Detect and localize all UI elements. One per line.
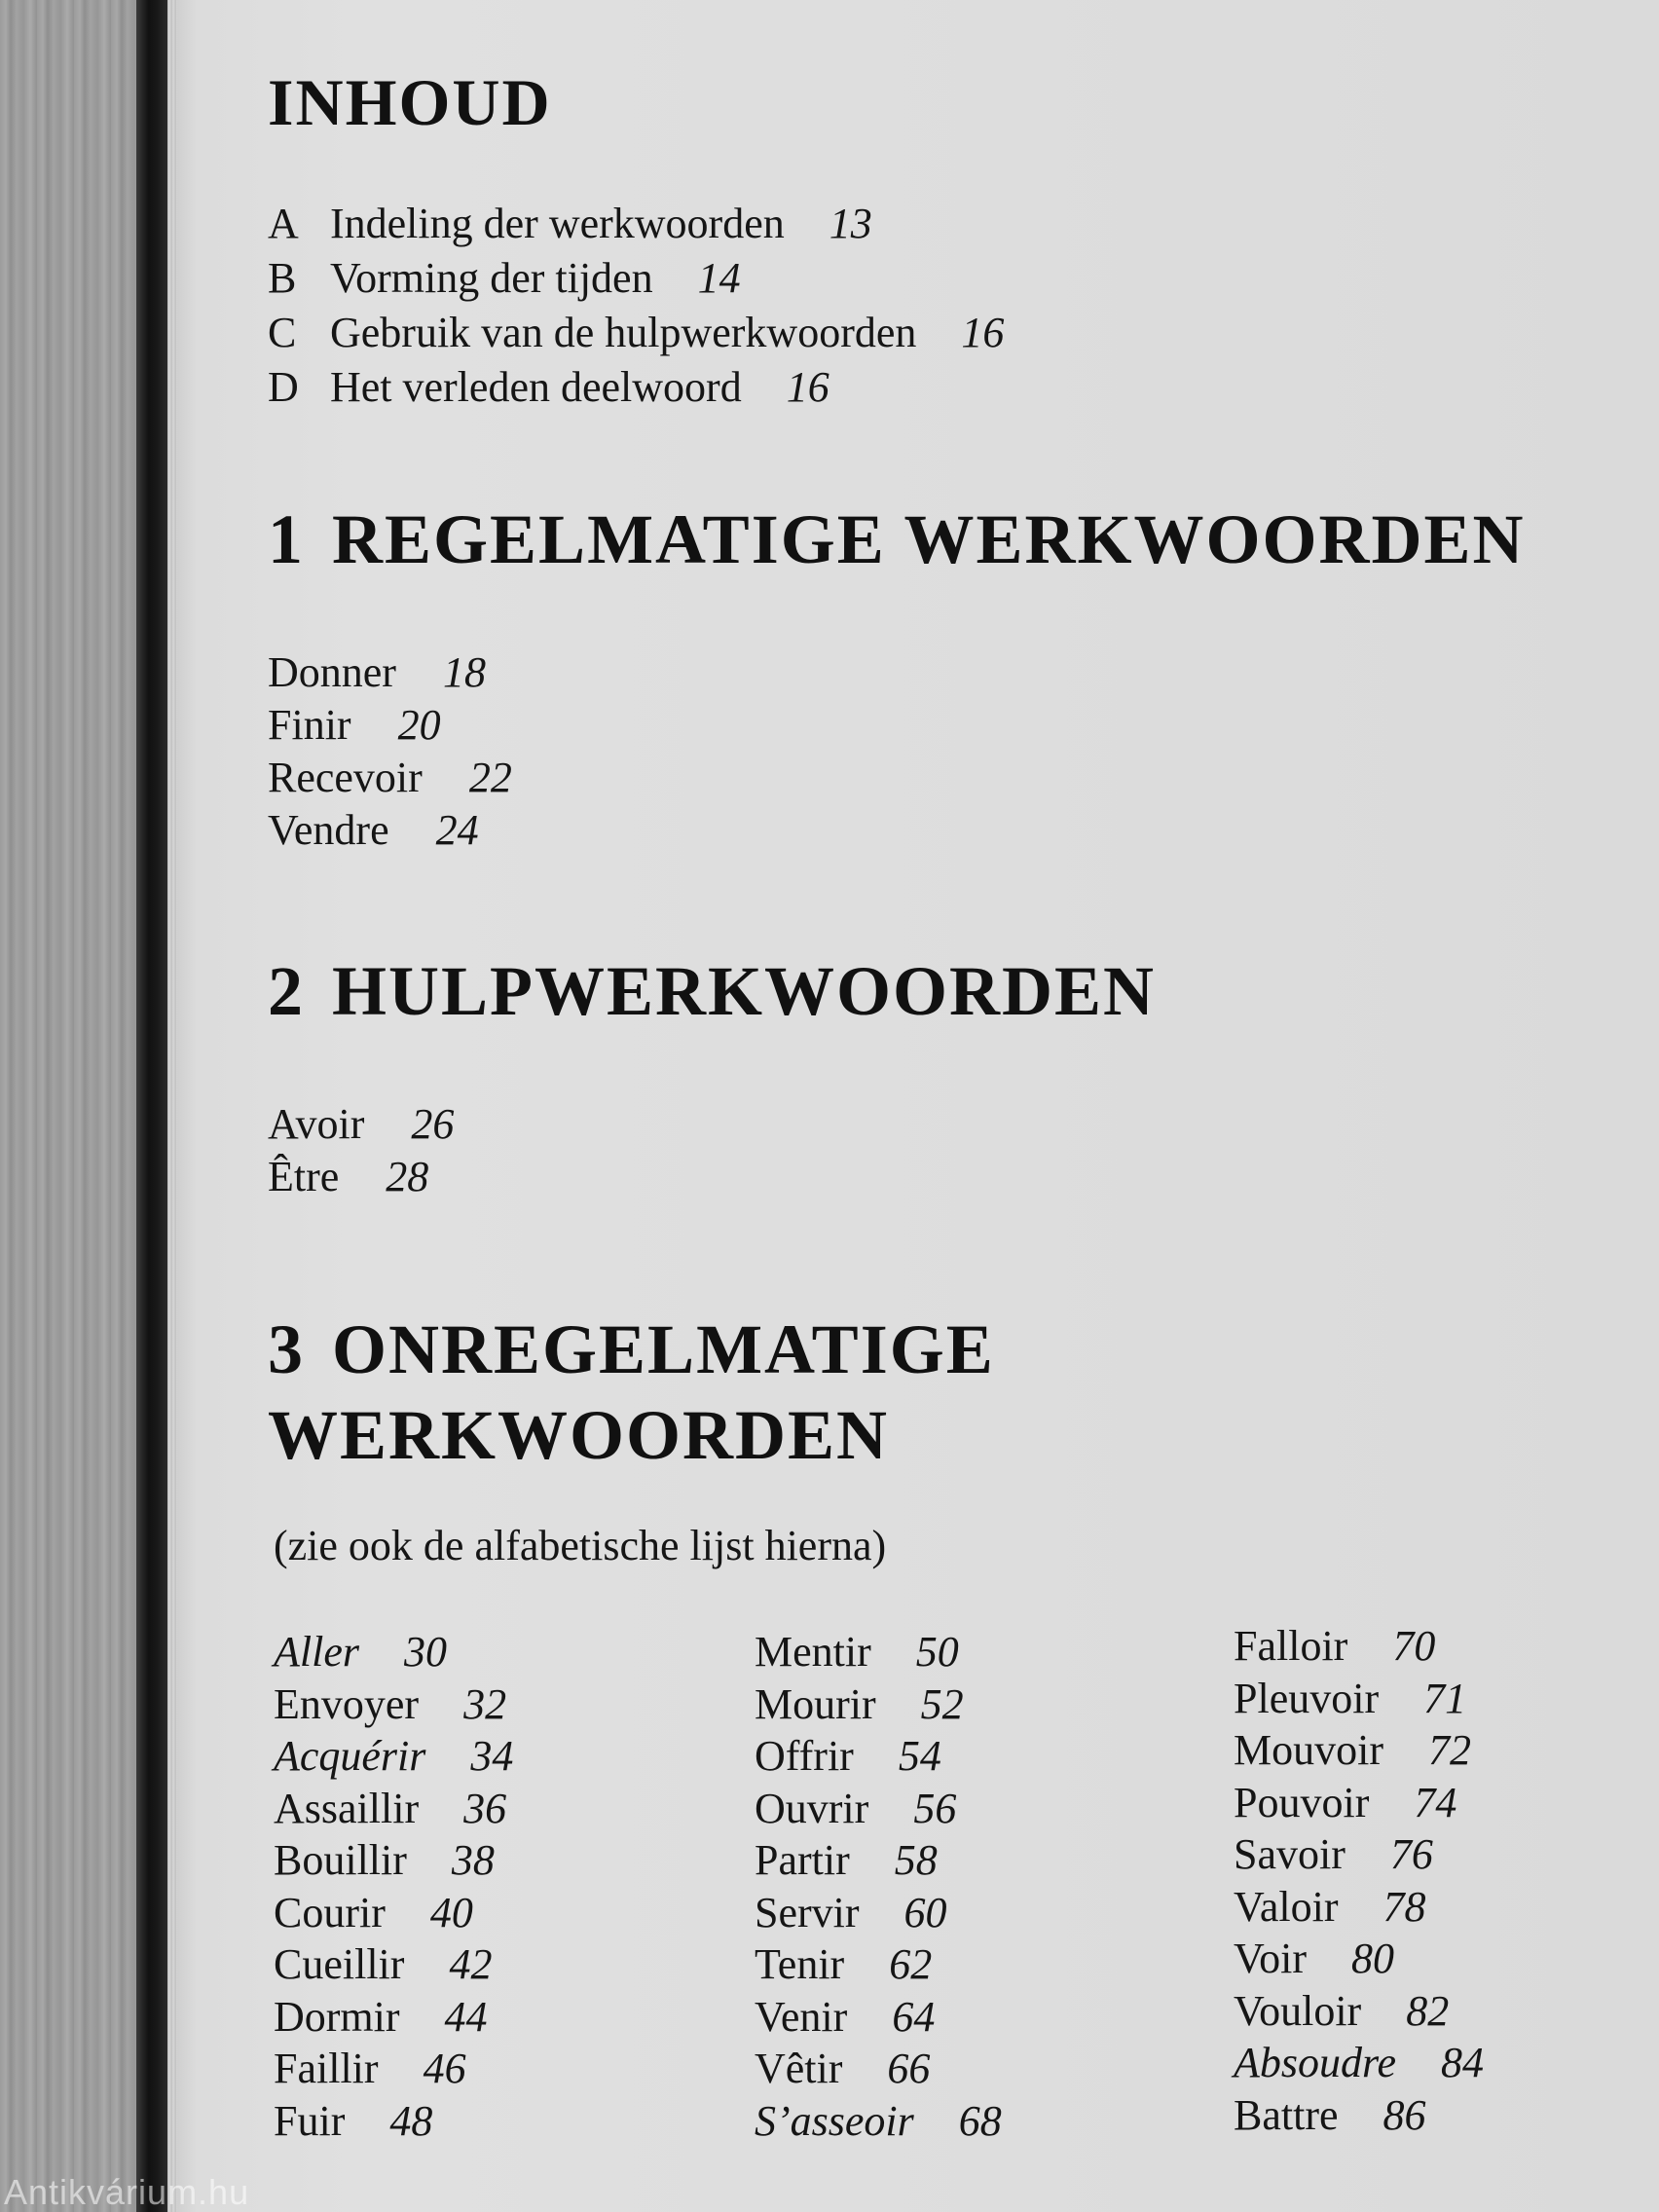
- section-1-heading: [268, 497, 1526, 582]
- section-title: REGELMATIGE WERKWOORDEN: [332, 500, 1526, 578]
- page-number: 64: [892, 1992, 936, 2041]
- page-edge: [167, 0, 177, 2212]
- list-item: [268, 752, 512, 804]
- list-item: [755, 1730, 1002, 1783]
- toc-page-number: 13: [829, 200, 872, 247]
- list-item: [1234, 1620, 1484, 1673]
- page-number: 34: [470, 1732, 514, 1780]
- verb-label: Mourir: [755, 1679, 876, 1728]
- list-item: [1234, 1985, 1484, 2038]
- verb-label: Mentir: [755, 1628, 871, 1676]
- verb-label: Valoir: [1234, 1882, 1339, 1931]
- page-number: 76: [1389, 1830, 1433, 1878]
- verb-label: Envoyer: [274, 1679, 420, 1728]
- list-item: [274, 1938, 513, 1991]
- page-number: 74: [1414, 1778, 1457, 1826]
- verb-label: Cueillir: [274, 1940, 405, 1988]
- list-item: [274, 1991, 513, 2044]
- section-2-heading: [268, 948, 1156, 1034]
- list-item: [274, 2043, 513, 2095]
- list-item: [1234, 1828, 1484, 1881]
- verb-label: Servir: [755, 1888, 860, 1936]
- list-item: [1234, 1673, 1484, 1725]
- page-number: 58: [894, 1836, 938, 1884]
- verb-label: Falloir: [1234, 1622, 1348, 1670]
- list-item: [1234, 1881, 1484, 1934]
- verb-label: Aller: [274, 1628, 359, 1676]
- page-number: 20: [397, 701, 441, 749]
- list-item: [1234, 1724, 1484, 1777]
- toc-item: [268, 360, 1004, 415]
- page-number: 70: [1392, 1622, 1436, 1670]
- toc-item: [268, 197, 1004, 251]
- page-number: 24: [435, 806, 479, 854]
- wood-background: [0, 0, 146, 2212]
- verb-column-1: [274, 1626, 513, 2147]
- verb-label: Vêtir: [755, 2045, 843, 2092]
- section-3-heading: [268, 1307, 995, 1478]
- toc-item: [268, 251, 1004, 306]
- toc-letter: A: [268, 200, 299, 247]
- page-number: 28: [386, 1153, 429, 1200]
- page-number: 26: [411, 1100, 455, 1148]
- toc-label: Het verleden deelwoord: [330, 363, 742, 411]
- verb-label: Pouvoir: [1234, 1778, 1370, 1826]
- verb-label: Courir: [274, 1888, 386, 1936]
- page-number: 40: [429, 1888, 473, 1936]
- page-number: 48: [389, 2096, 433, 2145]
- page-number: 80: [1350, 1935, 1394, 1982]
- page-number: 78: [1382, 1882, 1426, 1931]
- section-number: 3: [268, 1310, 305, 1388]
- list-item: [1234, 1933, 1484, 1985]
- verb-label: Savoir: [1234, 1830, 1346, 1878]
- list-item: [755, 2095, 1002, 2148]
- list-item: [274, 1626, 513, 1678]
- verb-label: Avoir: [268, 1100, 365, 1148]
- verb-column-3: [1234, 1620, 1484, 2141]
- page-number: 60: [903, 1888, 947, 1936]
- verb-label: Dormir: [274, 1992, 400, 2041]
- list-item: [755, 1938, 1002, 1991]
- page-number: 84: [1441, 2039, 1485, 2086]
- verb-label: Mouvoir: [1234, 1726, 1383, 1774]
- page-number: 36: [463, 1784, 507, 1832]
- list-item: [268, 804, 512, 857]
- toc-letter: D: [268, 363, 299, 411]
- verb-label: Faillir: [274, 2045, 379, 2092]
- list-item: [755, 1678, 1002, 1731]
- section-number: 2: [268, 952, 305, 1030]
- verb-label: Assaillir: [274, 1784, 420, 1832]
- toc-item: [268, 306, 1004, 360]
- page-number: 62: [889, 1940, 933, 1988]
- list-item: [274, 1887, 513, 1939]
- section-title-line1: ONREGELMATIGE: [332, 1310, 995, 1388]
- page-number: 42: [449, 1940, 493, 1988]
- verb-label: Vouloir: [1234, 1986, 1362, 2035]
- verb-label: Battre: [1234, 2090, 1339, 2139]
- verb-label: Donner: [268, 648, 396, 696]
- verb-label: Voir: [1234, 1935, 1307, 1982]
- verb-label: Vendre: [268, 806, 389, 854]
- list-item: [755, 1887, 1002, 1939]
- page-number: 66: [887, 2045, 931, 2092]
- verb-label: Finir: [268, 701, 351, 749]
- verb-label: Venir: [755, 1992, 848, 2041]
- inhoud-heading: INHOUD: [268, 65, 552, 139]
- list-item: [268, 1151, 454, 1203]
- toc-letter: C: [268, 309, 297, 356]
- page-number: 68: [958, 2096, 1002, 2145]
- section-number: 1: [268, 500, 305, 578]
- section-title: HULPWERKWOORDEN: [332, 952, 1157, 1030]
- toc-label: Vorming der tijden: [330, 254, 653, 302]
- verb-label: Partir: [755, 1836, 850, 1884]
- watermark: Antikvárium.hu: [4, 2172, 250, 2212]
- verb-label: Recevoir: [268, 754, 423, 801]
- list-item: [268, 646, 512, 699]
- verb-label: Ouvrir: [755, 1784, 869, 1832]
- list-item: [274, 1834, 513, 1887]
- list-item: [755, 2043, 1002, 2095]
- page-number: 52: [920, 1679, 964, 1728]
- verb-label: Pleuvoir: [1234, 1674, 1380, 1722]
- list-item: [755, 1783, 1002, 1835]
- page-number: 22: [468, 754, 512, 801]
- toc-letter: B: [268, 254, 297, 302]
- list-item: [755, 1991, 1002, 2044]
- page-number: 38: [451, 1836, 495, 1884]
- verb-label: Bouillir: [274, 1836, 407, 1884]
- verb-label: S’asseoir: [755, 2096, 914, 2145]
- page-number: 82: [1406, 1986, 1450, 2035]
- verb-label: Absoudre: [1234, 2039, 1397, 2086]
- list-item: [274, 1783, 513, 1835]
- toc-label: Gebruik van de hulpwerkwoorden: [330, 309, 917, 356]
- page-number: 86: [1382, 2090, 1426, 2139]
- list-item: [1234, 2089, 1484, 2142]
- verb-label: Être: [268, 1153, 340, 1200]
- page-number: 46: [423, 2045, 466, 2092]
- list-item: [268, 1098, 454, 1151]
- verb-label: Acquérir: [274, 1732, 426, 1780]
- page-number: 32: [463, 1679, 507, 1728]
- page-number: 72: [1428, 1726, 1471, 1774]
- section-title-line2: WERKWOORDEN: [268, 1396, 890, 1474]
- list-item: [274, 1678, 513, 1731]
- page-number: 44: [444, 1992, 488, 2041]
- list-item: [755, 1834, 1002, 1887]
- section-1-list: [268, 646, 512, 857]
- book-spine: [136, 0, 167, 2212]
- page-number: 30: [403, 1628, 447, 1676]
- toc-label: Indeling der werkwoorden: [330, 200, 785, 247]
- toc-page-number: 14: [697, 254, 741, 302]
- list-item: [274, 1730, 513, 1783]
- toc-list: [268, 197, 1004, 415]
- verb-label: Offrir: [755, 1732, 854, 1780]
- list-item: [755, 1626, 1002, 1678]
- toc-page-number: 16: [786, 363, 830, 411]
- page-number: 18: [442, 648, 486, 696]
- toc-page-number: 16: [961, 309, 1005, 356]
- section-3-note: (zie ook de alfabetische lijst hierna): [274, 1522, 887, 1569]
- page-number: 56: [913, 1784, 957, 1832]
- list-item: [1234, 1777, 1484, 1829]
- page-number: 50: [915, 1628, 959, 1676]
- list-item: [274, 2095, 513, 2148]
- verb-label: Tenir: [755, 1940, 845, 1988]
- list-item: [268, 699, 512, 752]
- section-2-list: [268, 1098, 454, 1203]
- list-item: [1234, 2037, 1484, 2089]
- verb-label: Fuir: [274, 2096, 346, 2145]
- page-number: 71: [1423, 1674, 1467, 1722]
- verb-column-2: [755, 1626, 1002, 2147]
- page-number: 54: [898, 1732, 941, 1780]
